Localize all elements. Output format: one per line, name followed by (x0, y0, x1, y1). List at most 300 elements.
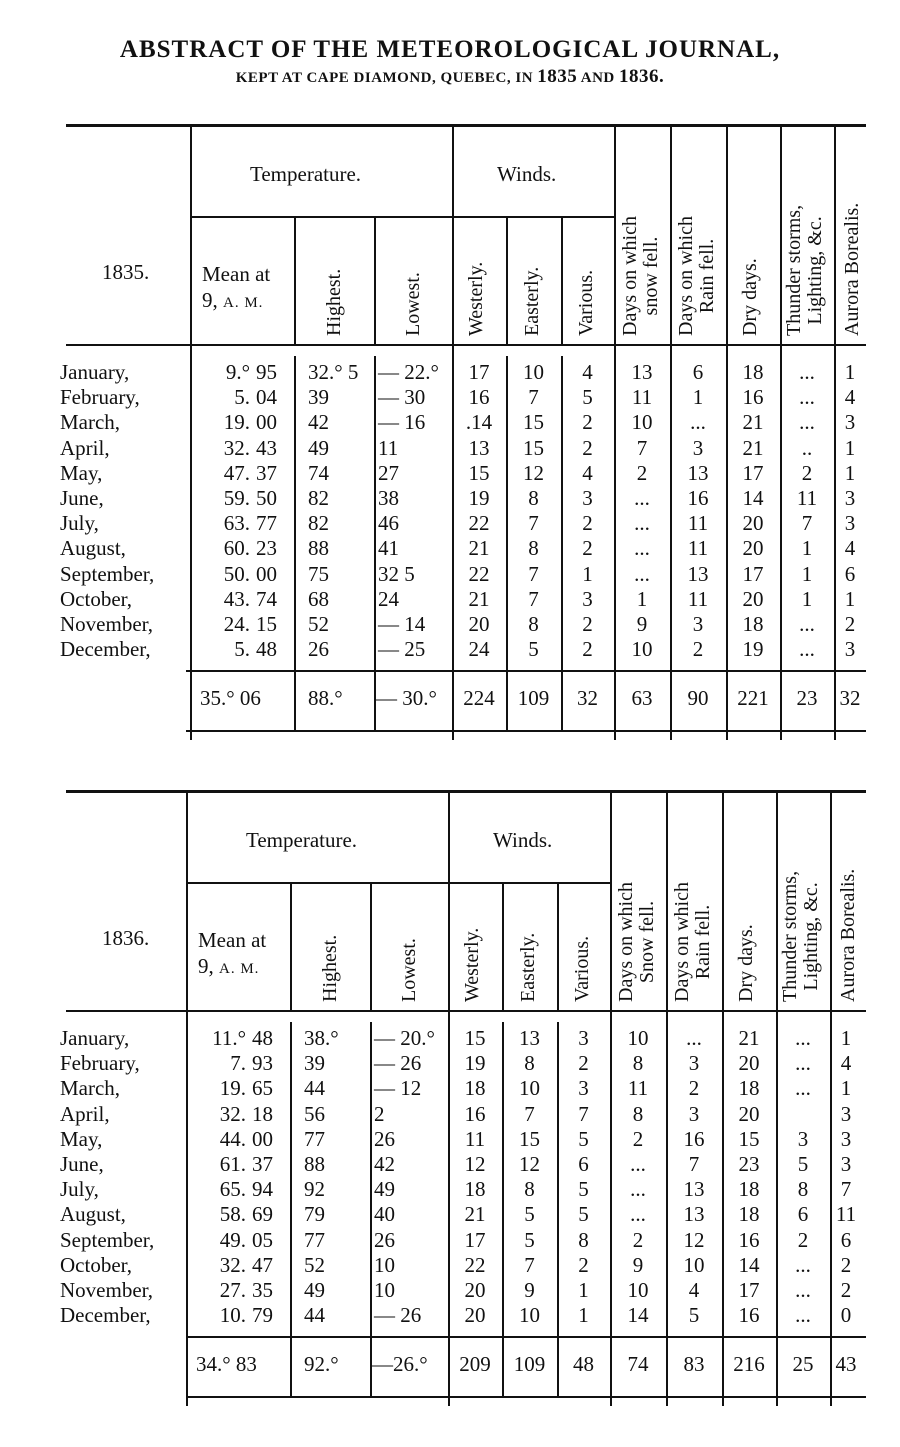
mean-header-hour: 9, (198, 954, 214, 978)
highest-value: 39 (308, 385, 329, 410)
various-value: 2 (582, 435, 593, 460)
total-rain: 90 (687, 686, 709, 711)
total-easterly: 109 (517, 686, 550, 711)
month-label: June, (60, 486, 104, 510)
aurora-value: 2 (840, 1278, 852, 1302)
rain-value: 2 (688, 1076, 700, 1101)
highest-value: 68 (308, 586, 329, 611)
aurora-value: 1 (844, 435, 856, 460)
column-rule (557, 882, 559, 1010)
various-value: 3 (582, 486, 593, 510)
easterly-value: 10 (519, 1303, 540, 1328)
dry-value: 18 (738, 1177, 760, 1202)
easterly-value: 8 (528, 486, 539, 510)
thunder-value: ... (795, 1278, 811, 1302)
rain-value: 5 (688, 1303, 700, 1328)
various-value: 5 (582, 385, 593, 410)
rain-value: 13 (687, 460, 709, 485)
westerly-value: 11 (464, 1126, 486, 1151)
rain-value: 3 (688, 1101, 700, 1126)
thunder-value: 5 (797, 1152, 809, 1176)
snow-value: 1 (636, 586, 648, 611)
total-highest: 92.° (304, 1352, 339, 1377)
column-rule (506, 216, 508, 344)
month-label: August, (60, 536, 126, 561)
westerly-value: 20 (464, 1303, 486, 1328)
subtitle-and: AND (580, 70, 615, 86)
winds-header: Winds. (497, 162, 557, 186)
snow-header (616, 882, 658, 1002)
highest-value: 82 (308, 511, 329, 536)
rain-value: 3 (692, 612, 704, 636)
mean-header-line2 (202, 290, 263, 311)
snow-value: 14 (627, 1303, 649, 1328)
aurora-value: 3 (844, 486, 856, 510)
dry-value: 17 (738, 1278, 760, 1302)
westerly-value: 15 (464, 1026, 486, 1050)
dry-value: 18 (738, 1202, 760, 1227)
thunder-value: 11 (796, 486, 818, 510)
rain-value: 1 (692, 385, 704, 410)
snow-value: ... (634, 536, 650, 561)
thunder-value: 2 (801, 460, 813, 485)
highest-header-line: Highest. (319, 934, 341, 1002)
mean-header-line1: Mean at (202, 262, 271, 286)
rain-value: 7 (688, 1152, 700, 1176)
lowest-value: — 16 (378, 410, 426, 435)
westerly-value: 20 (468, 612, 490, 636)
various-value: 1 (578, 1303, 589, 1328)
page-title: ABSTRACT OF THE METEOROLOGICAL JOURNAL, (119, 36, 781, 63)
rain-value: ... (686, 1026, 702, 1050)
easterly-header-line: Easterly. (517, 932, 539, 1002)
highest-value: 49 (308, 435, 329, 460)
aurora-value: 3 (844, 410, 856, 435)
totals-bottom-rule (186, 730, 866, 732)
subtitle-year-2: 1836. (618, 66, 665, 87)
thunder-header-line: Thunder storms, (779, 870, 801, 1002)
mean-value-int: 19. (219, 1076, 246, 1101)
highest-value: 52 (304, 1252, 325, 1277)
mean-value-dec: 94 (252, 1177, 273, 1202)
column-rule (374, 216, 376, 344)
lowest-value: 41 (378, 536, 399, 561)
thunder-value: 3 (797, 1126, 809, 1151)
highest-value: 77 (304, 1227, 325, 1252)
westerly-header (466, 262, 487, 336)
month-label: July, (60, 1177, 99, 1202)
mean-value-dec: 95 (256, 360, 277, 384)
mean-value-int: 61. (219, 1152, 246, 1176)
thunder-value: ... (799, 360, 815, 384)
lowest-header (399, 938, 420, 1002)
dry-value: 20 (742, 536, 764, 561)
total-thunder: 25 (792, 1352, 814, 1377)
thunder-value: ... (795, 1026, 811, 1050)
various-value: 7 (578, 1101, 589, 1126)
various-value: 1 (578, 1278, 589, 1302)
thunder-header-line: Thunder storms, (783, 204, 805, 336)
subtitle-prefix: KEPT AT CAPE DIAMOND, QUEBEC, IN (235, 70, 534, 86)
mean-value-dec: 00 (252, 1126, 273, 1151)
westerly-value: 13 (468, 435, 490, 460)
mean-value-dec: 00 (256, 410, 277, 435)
rain-value: 11 (687, 586, 709, 611)
mean-value-int: 44. (219, 1126, 246, 1151)
lowest-value: — 25 (378, 637, 426, 662)
easterly-value: 15 (519, 1126, 540, 1151)
dry-value: 21 (742, 435, 764, 460)
snow-value: ... (630, 1202, 646, 1227)
thunder-value: ... (795, 1051, 811, 1076)
total-rain: 83 (683, 1352, 705, 1377)
mean-value-dec: 15 (256, 612, 277, 636)
dry-value: 14 (742, 486, 764, 510)
easterly-value: 8 (528, 612, 539, 636)
snow-value: 9 (632, 1252, 644, 1277)
mean-value-dec: 65 (252, 1076, 273, 1101)
snow-value: 13 (631, 360, 653, 384)
rain-value: 6 (692, 360, 704, 384)
snow-value: 8 (632, 1051, 644, 1076)
mean-value-int: 5. (234, 385, 250, 410)
rain-header-line: Rain fell. (696, 238, 718, 314)
lowest-value: 49 (374, 1177, 395, 1202)
rain-value: 11 (687, 536, 709, 561)
mean-value-dec: 05 (252, 1227, 273, 1252)
lowest-value: 26 (374, 1227, 395, 1252)
dry-value: 21 (742, 410, 764, 435)
mean-value-dec: 37 (252, 1152, 273, 1176)
mean-value-int: 5. (234, 637, 250, 662)
temperature-header: Temperature. (246, 828, 358, 852)
table-top-rule (66, 124, 866, 127)
highest-value: 82 (308, 486, 329, 510)
easterly-value: 7 (528, 561, 539, 586)
snow-header-line: Days on which (615, 882, 637, 1002)
various-value: 3 (582, 586, 593, 611)
aurora-value: 4 (844, 385, 856, 410)
rain-value: ... (690, 410, 706, 435)
mean-value-dec: 48 (256, 637, 277, 662)
highest-value: 44 (304, 1303, 325, 1328)
snow-header-line: Snow fell. (636, 900, 658, 984)
dry-value: 23 (738, 1152, 760, 1176)
mean-value-int: 50. (223, 561, 250, 586)
westerly-value: 19 (468, 486, 490, 510)
rain-value: 16 (687, 486, 709, 510)
aurora-value: 2 (840, 1252, 852, 1277)
column-rule (561, 216, 563, 344)
westerly-value: .14 (465, 410, 493, 435)
group-rule-winds (448, 882, 610, 884)
aurora-value: 0 (840, 1303, 852, 1328)
westerly-value: 17 (468, 360, 490, 384)
rain-value: 3 (692, 435, 704, 460)
westerly-value: 16 (468, 385, 490, 410)
snow-value: 10 (627, 1026, 649, 1050)
various-header (576, 270, 597, 336)
aurora-value: 3 (844, 637, 856, 662)
lowest-value: 11 (378, 435, 399, 460)
easterly-value: 8 (528, 536, 539, 561)
easterly-value: 9 (524, 1278, 535, 1302)
total-dry: 221 (737, 686, 769, 711)
column-rule (374, 356, 376, 732)
easterly-header-line: Easterly. (521, 266, 543, 336)
column-rule (294, 216, 296, 344)
lowest-value: 38 (378, 486, 399, 510)
aurora-value: 3 (840, 1101, 852, 1126)
highest-value: 79 (304, 1202, 325, 1227)
mean-value-dec: 77 (256, 511, 277, 536)
various-value: 2 (582, 536, 593, 561)
dry-days-header (736, 924, 757, 1002)
westerly-value: 20 (464, 1278, 486, 1302)
mean-value-int: 59. (223, 486, 250, 510)
dry-value: 20 (742, 586, 764, 611)
column-rule (370, 882, 372, 1010)
highest-value: 56 (304, 1101, 325, 1126)
dry-value: 20 (738, 1101, 760, 1126)
snow-value: ... (634, 511, 650, 536)
month-label: May, (60, 460, 103, 485)
month-label: June, (60, 1152, 104, 1176)
column-rule (294, 356, 296, 732)
easterly-value: 7 (528, 586, 539, 611)
easterly-value: 13 (519, 1026, 540, 1050)
various-value: 2 (578, 1051, 589, 1076)
dry-value: 15 (738, 1126, 760, 1151)
mean-value-int: 49. (219, 1227, 246, 1252)
temperature-header: Temperature. (250, 162, 362, 186)
highest-value: 74 (308, 460, 329, 485)
thunder-value: 8 (797, 1177, 809, 1202)
rain-value: 11 (687, 511, 709, 536)
easterly-value: 7 (524, 1101, 535, 1126)
westerly-value: 15 (468, 460, 490, 485)
thunder-value: ... (795, 1303, 811, 1328)
aurora-header (838, 869, 859, 1002)
highest-header (320, 935, 341, 1002)
lowest-value: — 20.° (374, 1026, 435, 1050)
rain-value: 13 (683, 1177, 705, 1202)
mean-header-am: A. M. (219, 961, 260, 977)
month-label: March, (60, 1076, 121, 1101)
month-label: October, (60, 1252, 133, 1277)
various-value: 2 (582, 511, 593, 536)
snow-value: 11 (627, 1076, 649, 1101)
thunder-value: ... (795, 1076, 811, 1101)
thunder-value: 1 (801, 536, 813, 561)
various-value: 2 (578, 1252, 589, 1277)
dry-value: 16 (738, 1303, 760, 1328)
thunder-value: ... (795, 1252, 811, 1277)
rain-value: 13 (687, 561, 709, 586)
snow-value: ... (630, 1177, 646, 1202)
snow-value: ... (634, 561, 650, 586)
westerly-value: 18 (464, 1076, 486, 1101)
mean-value-dec: 00 (256, 561, 277, 586)
snow-value: 7 (636, 435, 648, 460)
mean-value-dec: 43 (256, 435, 277, 460)
month-label: September, (60, 561, 155, 586)
mean-value-dec: 47 (252, 1252, 273, 1277)
easterly-value: 5 (528, 637, 539, 662)
snow-value: 2 (632, 1126, 644, 1151)
lowest-value: 2 (374, 1101, 385, 1126)
thunder-value: ... (799, 385, 815, 410)
total-westerly: 224 (463, 686, 495, 711)
month-label: January, (60, 360, 130, 384)
westerly-value: 19 (464, 1051, 486, 1076)
highest-header-line: Highest. (323, 268, 345, 336)
various-value: 4 (582, 360, 593, 384)
month-label: March, (60, 410, 121, 435)
dry-value: 20 (742, 511, 764, 536)
dry-days-header-line: Dry days. (735, 924, 757, 1002)
mean-value-int: 60. (223, 536, 250, 561)
total-mean: 34.° 83 (196, 1352, 257, 1377)
dry-value: 19 (742, 637, 764, 662)
thunder-header (780, 871, 822, 1002)
totals-bottom-rule (186, 1396, 866, 1398)
mean-value-dec: 04 (256, 385, 277, 410)
highest-value: 39 (304, 1051, 325, 1076)
group-rule-winds (452, 216, 614, 218)
various-header (572, 936, 593, 1002)
mean-value-dec: 18 (252, 1101, 273, 1126)
mean-value-int: 7. (230, 1051, 246, 1076)
highest-value: 92 (304, 1177, 325, 1202)
lowest-value: 42 (374, 1152, 395, 1176)
lowest-value: — 26 (374, 1303, 422, 1328)
dry-days-header (740, 258, 761, 336)
thunder-value: ... (799, 410, 815, 435)
lowest-value: 24 (378, 586, 399, 611)
lowest-value: — 22.° (378, 360, 439, 384)
mean-value-int: 32. (223, 435, 250, 460)
highest-value: 75 (308, 561, 329, 586)
snow-value: 11 (631, 385, 653, 410)
total-dry: 216 (733, 1352, 765, 1377)
mean-value-dec: 79 (252, 1303, 273, 1328)
westerly-value: 12 (464, 1152, 486, 1176)
aurora-value: 3 (840, 1152, 852, 1176)
dry-value: 16 (742, 385, 764, 410)
highest-value: 88 (308, 536, 329, 561)
mean-value-int: 58. (219, 1202, 246, 1227)
group-rule-temperature (190, 216, 452, 218)
month-label: October, (60, 586, 133, 611)
column-rule (290, 1022, 292, 1398)
aurora-value: 1 (840, 1076, 852, 1101)
snow-header-line: snow fell. (640, 236, 662, 316)
aurora-value: 4 (840, 1051, 852, 1076)
lowest-value: 46 (378, 511, 399, 536)
aurora-value: 4 (844, 536, 856, 561)
rain-value: 16 (683, 1126, 705, 1151)
total-snow: 74 (627, 1352, 649, 1377)
mean-value-int: 43. (223, 586, 250, 611)
various-value: 2 (582, 637, 593, 662)
thunder-value: ... (799, 612, 815, 636)
various-value: 6 (578, 1152, 589, 1176)
mean-value-int: 10. (219, 1303, 246, 1328)
totals-top-rule (186, 1336, 866, 1338)
total-highest: 88.° (308, 686, 343, 711)
thunder-header (784, 205, 826, 336)
winds-header: Winds. (493, 828, 553, 852)
rain-value: 13 (683, 1202, 705, 1227)
totals-top-rule (186, 670, 866, 672)
mean-value-int: 32. (219, 1252, 246, 1277)
mean-value-dec: 50 (256, 486, 277, 510)
month-label: December, (60, 637, 151, 662)
thunder-value: 2 (797, 1227, 809, 1252)
total-various: 48 (573, 1352, 594, 1377)
subtitle-year-1: 1835 (537, 66, 578, 87)
easterly-value: 12 (523, 460, 544, 485)
column-rule (502, 882, 504, 1010)
month-label: August, (60, 1202, 126, 1227)
dry-value: 18 (742, 612, 764, 636)
various-value: 3 (578, 1026, 589, 1050)
snow-value: 10 (631, 637, 653, 662)
westerly-value: 17 (464, 1227, 486, 1252)
month-label: July, (60, 511, 99, 536)
easterly-value: 7 (528, 385, 539, 410)
lowest-value: 10 (374, 1278, 395, 1302)
thunder-value: .. (801, 435, 813, 460)
snow-value: 2 (636, 460, 648, 485)
mean-value-dec: 37 (256, 460, 277, 485)
month-label: May, (60, 1126, 103, 1151)
mean-value-dec: 48 (252, 1026, 273, 1050)
easterly-value: 7 (524, 1252, 535, 1277)
highest-value: 26 (308, 637, 329, 662)
total-lowest: — 30.° (376, 686, 437, 711)
rain-value: 2 (692, 637, 704, 662)
column-rule (370, 1022, 372, 1398)
dry-value: 20 (738, 1051, 760, 1076)
snow-value: 10 (627, 1278, 649, 1302)
mean-value-int: 65. (219, 1177, 246, 1202)
thunder-value: 7 (801, 511, 813, 536)
lowest-header (403, 272, 424, 336)
aurora-value: 7 (840, 1177, 852, 1202)
thunder-value: 6 (797, 1202, 809, 1227)
easterly-value: 5 (524, 1227, 535, 1252)
various-value: 8 (578, 1227, 589, 1252)
lowest-value: 32 5 (378, 561, 415, 586)
thunder-value: 1 (801, 586, 813, 611)
easterly-value: 12 (519, 1152, 540, 1176)
various-value: 3 (578, 1076, 589, 1101)
rain-header (672, 882, 714, 1002)
various-value: 1 (582, 561, 593, 586)
highest-value: 44 (304, 1076, 325, 1101)
dry-value: 16 (738, 1227, 760, 1252)
year-label: 1836. (102, 926, 150, 950)
easterly-value: 5 (524, 1202, 535, 1227)
lowest-value: — 30 (378, 385, 426, 410)
lowest-header-line: Lowest. (398, 938, 420, 1002)
mean-header-hour: 9, (202, 288, 218, 312)
aurora-header (842, 203, 863, 336)
total-mean: 35.° 06 (200, 686, 261, 711)
easterly-value: 7 (528, 511, 539, 536)
